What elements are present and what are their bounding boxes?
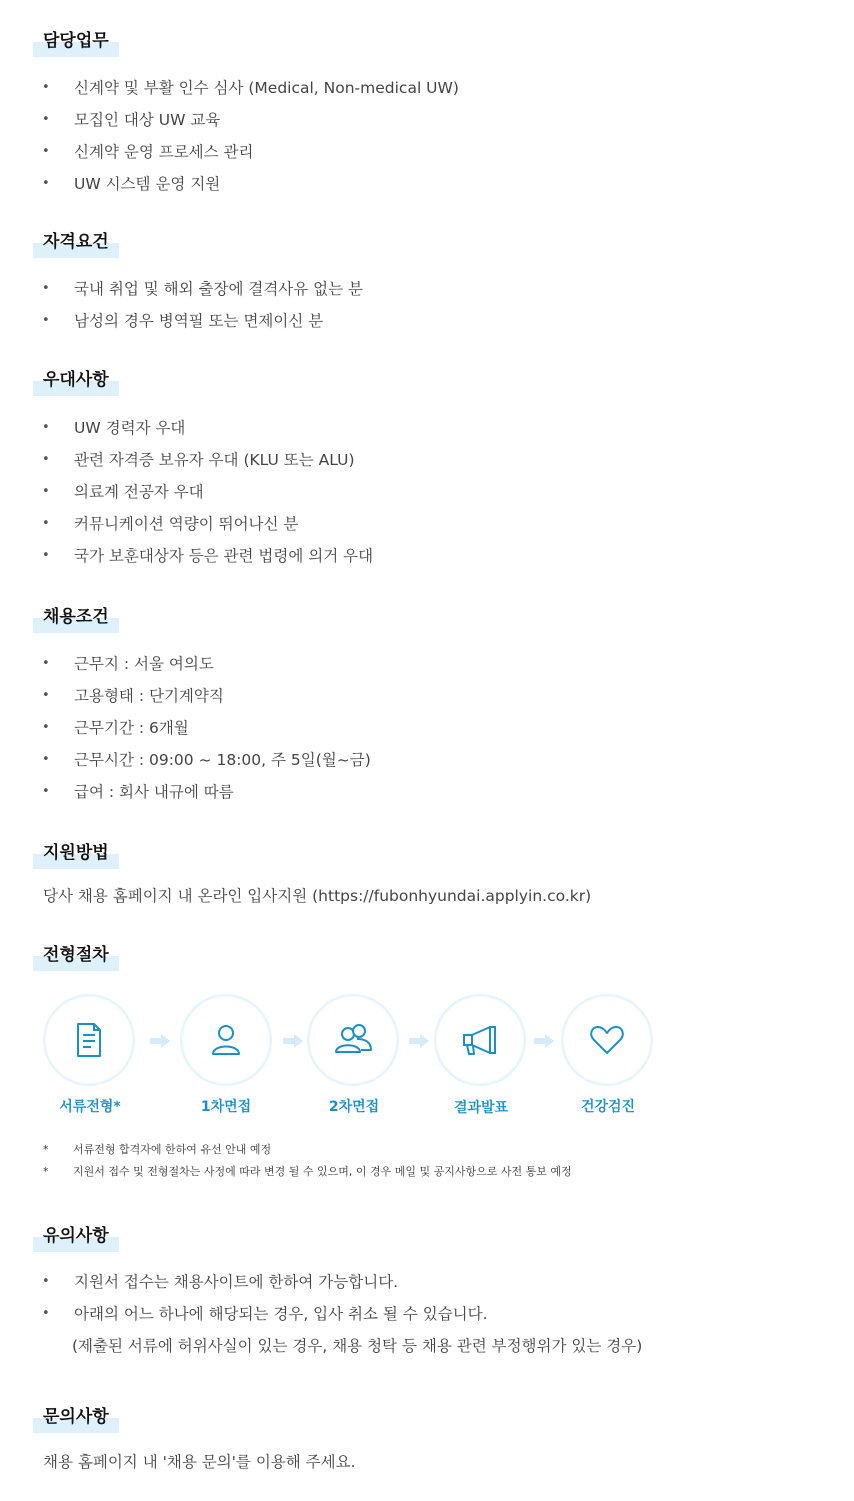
step-label: 1차면접 [200, 1099, 252, 1115]
step-health-check [561, 994, 653, 1086]
process-heading: 전형절차 [33, 945, 119, 965]
qualifications-heading: 자격요건 [33, 232, 119, 252]
preferred-heading: 우대사항 [33, 370, 119, 390]
step-label: 서류전형* [59, 1099, 121, 1115]
document-icon [69, 1020, 109, 1060]
megaphone-icon [460, 1020, 500, 1060]
inquiry-heading: 문의사항 [33, 1407, 119, 1427]
arrow-right-icon [534, 1033, 554, 1047]
duties-heading: 담당업무 [33, 31, 119, 51]
conditions-heading: 채용조건 [33, 607, 119, 627]
step-document-screening [43, 994, 135, 1086]
arrow-right-icon [409, 1033, 429, 1047]
people-icon [333, 1020, 373, 1060]
heart-icon [587, 1020, 627, 1060]
arrow-right-icon [283, 1033, 303, 1047]
inquiry-text: 채용 홈페이지 내 '채용 문의'를 이용해 주세요. [43, 1453, 356, 1471]
step-label: 2차면접 [328, 1099, 380, 1115]
apply-heading: 지원방법 [33, 843, 119, 863]
step-second-interview [307, 994, 399, 1086]
caution-sub-text: (제출된 서류에 허위사실이 있는 경우, 채용 청탁 등 채용 관련 부정행위가 있는 경우) [72, 1337, 643, 1355]
step-result-announcement [434, 994, 526, 1086]
step-label: 건강검진 [580, 1099, 636, 1115]
step-first-interview [180, 994, 272, 1086]
person-icon [206, 1020, 246, 1060]
apply-text: 당사 채용 홈페이지 내 온라인 입사지원 (https://fubonhyundai.applyin.co.kr) [43, 887, 592, 905]
arrow-right-icon [150, 1033, 170, 1047]
cautions-heading: 유의사항 [33, 1226, 119, 1246]
step-label: 결과발표 [453, 1100, 509, 1116]
